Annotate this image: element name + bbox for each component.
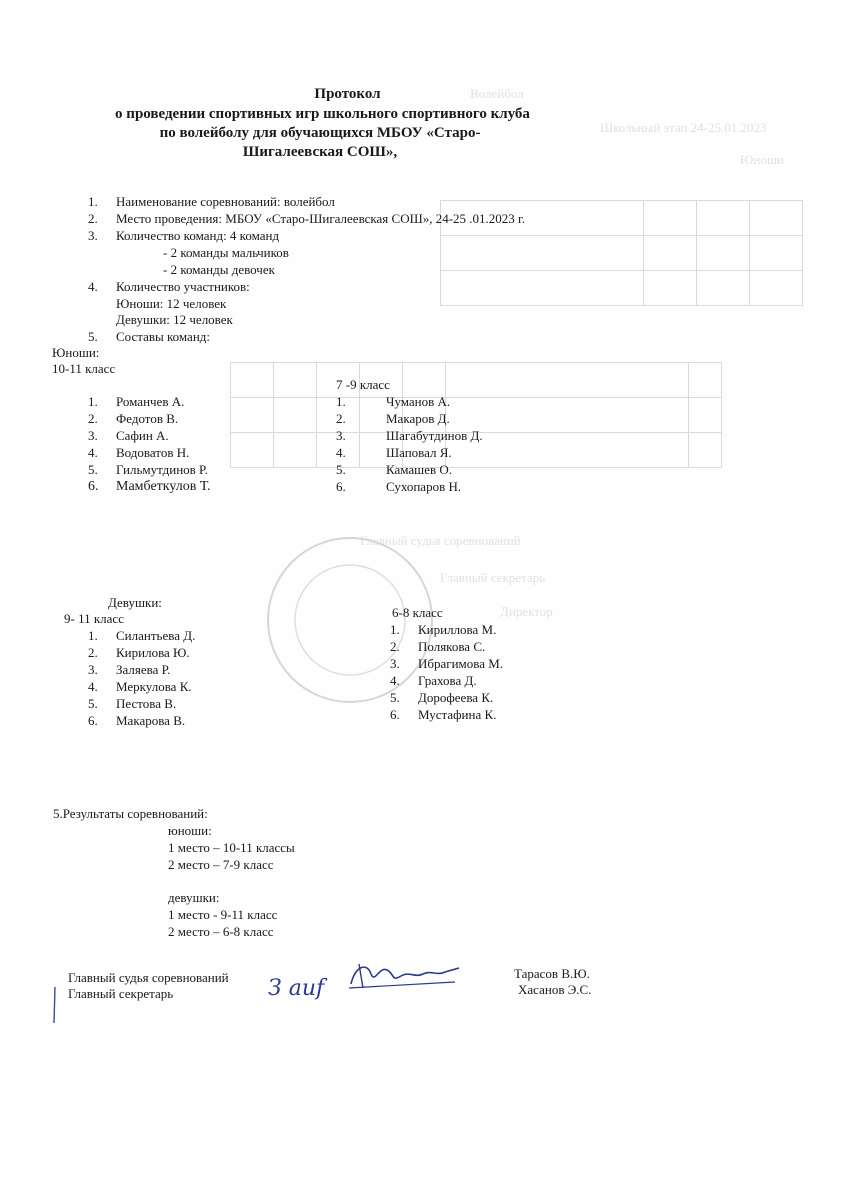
team-member: 1. Романчев А. bbox=[88, 394, 185, 409]
team-member: 5. Камашев О. bbox=[336, 462, 452, 477]
team-member: 5. Гильмутдинов Р. bbox=[88, 462, 208, 477]
ghost-text: Главный секретарь bbox=[440, 570, 546, 585]
team-member: 2. Макаров Д. bbox=[336, 411, 450, 426]
team-member: 6. Мамбеткулов Т. bbox=[88, 479, 211, 494]
results-boys-label: юноши: bbox=[168, 823, 212, 838]
team-member: 3. Ибрагимова М. bbox=[390, 656, 504, 671]
girls-group2-label: 6-8 класс bbox=[392, 605, 443, 620]
info-item: 4. Количество участников: bbox=[88, 279, 250, 294]
team-member: 3. Шагабутдинов Д. bbox=[336, 428, 483, 443]
info-item: 2. Место проведения: МБОУ «Старо-Шигалеевская СОШ», 24-25 .01.2023 г. bbox=[88, 211, 526, 226]
team-member: 1. Кириллова М. bbox=[390, 622, 497, 637]
team-member: 3. Сафин А. bbox=[88, 428, 169, 443]
handwritten-note: З аиf bbox=[268, 976, 325, 1001]
results-girls-label: девушки: bbox=[168, 890, 220, 905]
boys-group1-label: 10-11 класс bbox=[52, 361, 116, 376]
margin-pen-mark bbox=[48, 985, 62, 1025]
info-item: 5. Составы команд: bbox=[88, 329, 210, 344]
results-boys-second: 2 место – 7-9 класс bbox=[168, 857, 274, 872]
info-item: 3. Количество команд: 4 команд bbox=[88, 228, 280, 243]
ghost-text: Главный судья соревнований bbox=[360, 533, 521, 548]
info-subitem: - 2 команды мальчиков bbox=[163, 245, 289, 260]
team-member: 6. Сухопаров Н. bbox=[336, 479, 462, 494]
judge-role: Главный судья соревнований bbox=[68, 970, 229, 985]
info-subitem: - 2 команды девочек bbox=[163, 262, 275, 277]
team-member: 6. Макарова В. bbox=[88, 713, 186, 728]
info-item: 1. Наименование соревнований: волейбол bbox=[88, 194, 335, 209]
results-girls-first: 1 место - 9-11 класс bbox=[168, 907, 278, 922]
team-member: 4. Шаповал Я. bbox=[336, 445, 452, 460]
boys-group2-label: 7 -9 класс bbox=[336, 377, 390, 392]
girls-heading: Девушки: bbox=[108, 595, 162, 610]
team-member: 1. Чуманов А. bbox=[336, 394, 451, 409]
ghost-text: Школьный этап 24-25.01.2023 bbox=[600, 120, 767, 135]
ghost-table bbox=[230, 362, 722, 468]
doc-title: Протокол bbox=[314, 86, 381, 102]
team-member: 5. Дорофеева К. bbox=[390, 690, 494, 705]
info-subitem: Юноши: 12 человек bbox=[116, 296, 227, 311]
team-member: 5. Пестова В. bbox=[88, 696, 177, 711]
team-member: 2. Полякова С. bbox=[390, 639, 486, 654]
team-member: 4. Водоватов Н. bbox=[88, 445, 190, 460]
team-member: 3. Заляева Р. bbox=[88, 662, 171, 677]
results-boys-first: 1 место – 10-11 классы bbox=[168, 840, 295, 855]
ghost-text: Волейбол bbox=[470, 86, 524, 101]
signature bbox=[345, 958, 465, 994]
doc-title-line: о проведении спортивных игр школьного спортивного клуба bbox=[115, 106, 530, 122]
results-heading: 5.Результаты соревнований: bbox=[53, 806, 208, 821]
secretary-role: Главный секретарь bbox=[68, 986, 174, 1001]
girls-group1-label: 9- 11 класс bbox=[64, 611, 124, 626]
info-subitem: Девушки: 12 человек bbox=[116, 312, 233, 327]
team-member: 6. Мустафина К. bbox=[390, 707, 497, 722]
team-member: 2. Кирилова Ю. bbox=[88, 645, 190, 660]
team-member: 4. Грахова Д. bbox=[390, 673, 477, 688]
ghost-text: Юноши bbox=[740, 152, 784, 167]
doc-title-line: Шигалеевская СОШ», bbox=[242, 144, 398, 160]
boys-heading: Юноши: bbox=[52, 345, 100, 360]
secretary-name: Хасанов Э.С. bbox=[518, 982, 592, 997]
team-member: 1. Силантьева Д. bbox=[88, 628, 196, 643]
team-member: 4. Меркулова К. bbox=[88, 679, 192, 694]
doc-title-line: по волейболу для обучающихся МБОУ «Старо- bbox=[159, 125, 481, 141]
team-member: 2. Федотов В. bbox=[88, 411, 179, 426]
judge-name: Тарасов В.Ю. bbox=[514, 966, 590, 981]
ghost-text: Директор bbox=[500, 604, 553, 619]
results-girls-second: 2 место – 6-8 класс bbox=[168, 924, 274, 939]
